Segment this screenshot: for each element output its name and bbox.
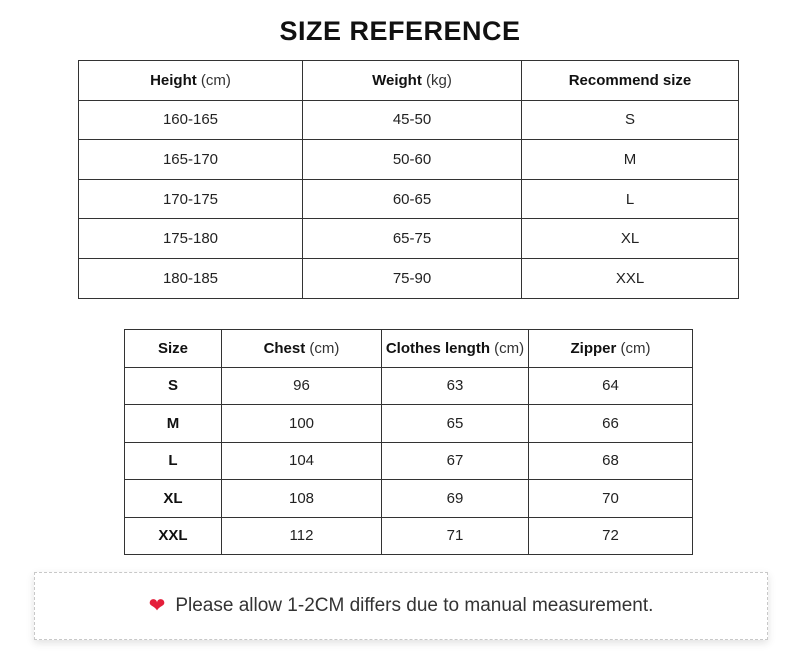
table-row (125, 442, 693, 480)
measurement-note (34, 572, 768, 640)
size-cell: XXL (125, 517, 222, 555)
table-row (125, 480, 693, 518)
table-row (125, 405, 693, 443)
height-cell: 175-180 (79, 219, 303, 259)
column-header-size: Size (125, 330, 222, 368)
column-header-weight: Weight (kg) (303, 61, 522, 101)
height-cell: 165-170 (79, 140, 303, 180)
recommend-size-cell: L (522, 179, 739, 219)
clothes-length-cell: 63 (382, 367, 529, 405)
page-title: SIZE REFERENCE (279, 16, 521, 46)
table-row (79, 219, 739, 259)
size-cell: S (125, 367, 222, 405)
recommend-size-cell: XL (522, 219, 739, 259)
measurement-table (124, 329, 693, 555)
weight-cell: 75-90 (303, 258, 522, 298)
column-header-chest: Chest (cm) (222, 330, 382, 368)
zipper-cell: 68 (529, 442, 693, 480)
column-header-recommend-size: Recommend size (522, 61, 739, 101)
recommend-size-cell: S (522, 100, 739, 140)
weight-cell: 50-60 (303, 140, 522, 180)
weight-cell: 60-65 (303, 179, 522, 219)
chest-cell: 112 (222, 517, 382, 555)
column-header-zipper: Zipper (cm) (529, 330, 693, 368)
size-reference-table (78, 60, 739, 299)
clothes-length-cell: 67 (382, 442, 529, 480)
chest-cell: 100 (222, 405, 382, 443)
note-text: Please allow 1-2CM differs due to manual measurement. (175, 595, 654, 616)
weight-cell: 65-75 (303, 219, 522, 259)
size-cell: L (125, 442, 222, 480)
clothes-length-cell: 71 (382, 517, 529, 555)
zipper-cell: 72 (529, 517, 693, 555)
clothes-length-cell: 65 (382, 405, 529, 443)
height-cell: 180-185 (79, 258, 303, 298)
height-cell: 160-165 (79, 100, 303, 140)
recommend-size-cell: M (522, 140, 739, 180)
size-cell: M (125, 405, 222, 443)
chest-cell: 108 (222, 480, 382, 518)
clothes-length-cell: 69 (382, 480, 529, 518)
zipper-cell: 70 (529, 480, 693, 518)
heart-icon: ❤ (148, 595, 166, 617)
column-header-height: Height (cm) (79, 61, 303, 101)
table-row (79, 179, 739, 219)
table-row (79, 140, 739, 180)
recommend-size-cell: XXL (522, 258, 739, 298)
chest-cell: 96 (222, 367, 382, 405)
table-row (79, 258, 739, 298)
column-header-clothes-length: Clothes length (cm) (382, 330, 529, 368)
table-row (125, 367, 693, 405)
weight-cell: 45-50 (303, 100, 522, 140)
table-row (125, 517, 693, 555)
chest-cell: 104 (222, 442, 382, 480)
table-header-row (125, 330, 693, 368)
table-header-row (79, 61, 739, 101)
height-cell: 170-175 (79, 179, 303, 219)
zipper-cell: 66 (529, 405, 693, 443)
size-cell: XL (125, 480, 222, 518)
zipper-cell: 64 (529, 367, 693, 405)
table-row (79, 100, 739, 140)
